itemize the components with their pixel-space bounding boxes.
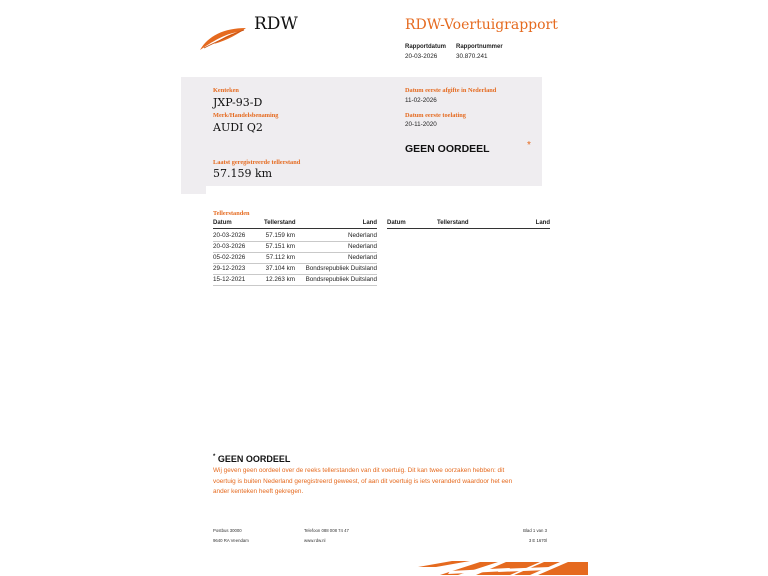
plate-label: Kenteken <box>213 87 239 94</box>
footer-page: Blad 1 van 3 <box>523 528 547 533</box>
footer-phone: Telefoon 088 008 74 47 <box>304 528 349 533</box>
row-date: 20-03-2026 <box>213 243 246 250</box>
last-odometer-value: 57.159 km <box>213 167 273 180</box>
row-country: Bondsrepubliek Duitsland <box>305 265 377 272</box>
row-divider <box>213 252 377 253</box>
report-number-label: Rapportnummer <box>456 44 503 50</box>
first-nl-label: Datum eerste afgifte in Nederland <box>405 87 497 94</box>
col-date: Datum <box>213 220 232 226</box>
row-divider <box>213 263 377 264</box>
row-odometer: 37.104 km <box>265 265 295 272</box>
row-date: 20-03-2026 <box>213 232 246 239</box>
row-country: Bondsrepubliek Duitsland <box>305 276 377 283</box>
report-date-label: Rapportdatum <box>405 44 446 50</box>
brand-value: AUDI Q2 <box>213 121 263 134</box>
row-date: 29-12-2023 <box>213 265 246 272</box>
col-odometer-2: Tellerstand <box>437 220 469 226</box>
rdw-logo-icon <box>198 24 250 52</box>
last-odometer-label: Laatst geregistreerde tellerstand <box>213 159 301 166</box>
first-admission-label: Datum eerste toelating <box>405 112 466 119</box>
brand-label: Merk/Handelsbenaming <box>213 112 279 119</box>
first-nl-value: 11-02-2026 <box>405 97 437 104</box>
first-admission-value: 20-11-2020 <box>405 121 437 128</box>
col-date-2: Datum <box>387 220 406 226</box>
footnote-text: Wij geven geen oordeel over de reeks tellerstanden van dit voertuig. Dit kan twee oorzaken hebben: dit voertuig is buiten Nederland geregistreerd geweest, of aan dit voertuig is iets veranderd waardoor het een ander kenteken heeft gekregen. <box>213 467 513 495</box>
verdict-asterisk: * <box>527 140 531 151</box>
footer-code: 3 E 1670l <box>528 538 547 543</box>
footnote-asterisk: * <box>213 454 216 460</box>
logo-text: RDW <box>254 14 298 34</box>
report-number: 30.870.241 <box>456 53 488 60</box>
row-country: Nederland <box>347 232 377 239</box>
plate-value: JXP-93-D <box>213 96 263 109</box>
report-title: RDW-Voertuigrapport <box>405 17 558 33</box>
row-odometer: 57.151 km <box>265 243 295 250</box>
row-odometer: 57.112 km <box>266 254 295 261</box>
header-rule <box>213 228 377 229</box>
row-divider <box>213 241 377 242</box>
rdw-stripes-graphic <box>410 559 590 576</box>
row-divider <box>213 285 377 286</box>
verdict: GEEN OORDEEL <box>405 143 490 155</box>
footnote-title <box>213 454 290 464</box>
footer-address-line1: Postbus 30000 <box>213 528 242 533</box>
row-odometer: 12.263 km <box>265 276 295 283</box>
footer-website: www.rdw.nl <box>304 538 326 543</box>
row-country: Nederland <box>347 254 377 261</box>
row-date: 05-02-2026 <box>213 254 246 261</box>
row-date: 15-12-2021 <box>213 276 246 283</box>
row-odometer: 57.159 km <box>265 232 295 239</box>
footer-address-line2: 9640 RA Veendam <box>213 538 249 543</box>
report-date: 20-03-2026 <box>405 53 438 60</box>
readings-title: Tellerstanden <box>213 210 250 217</box>
row-country: Nederland <box>347 243 377 250</box>
col-odometer: Tellerstand <box>264 220 296 226</box>
summary-panel-tab <box>181 186 206 194</box>
col-country: Land <box>362 220 377 226</box>
header-rule-2 <box>387 228 550 229</box>
row-divider <box>213 274 377 275</box>
footnote-title-text: GEEN OORDEEL <box>217 454 291 464</box>
col-country-2: Land <box>535 220 550 226</box>
